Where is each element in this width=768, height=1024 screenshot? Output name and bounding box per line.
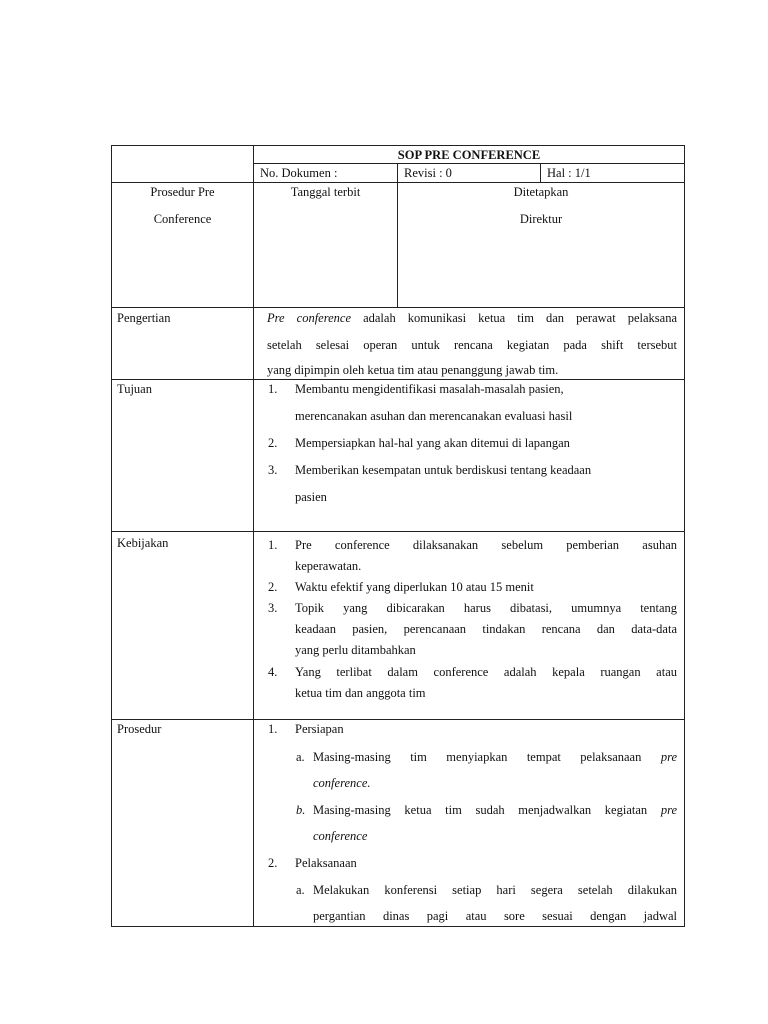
pengertian-bottom-divider: [111, 379, 685, 380]
prosedur-title-line2: Conference: [153, 212, 212, 226]
prosedur-title-line1: Prosedur Pre: [150, 185, 215, 199]
prosedur-1b-line2: conference: [313, 829, 368, 843]
prosedur-1a-line1: [313, 749, 677, 765]
kebijakan-item-1-line1: Pre conference dilaksanakan sebelum pemberian asuhan: [295, 538, 677, 552]
kebijakan-item-4-num: 4.: [268, 665, 278, 679]
tujuan-item-3-line1: Memberikan kesempatan untuk berdiskusi tentang keadaan: [295, 463, 592, 477]
prosedur-1b-line1: [313, 802, 677, 818]
prosedur-2a-line1: Melakukan konferensi setiap hari segera setelah dilakukan: [313, 883, 677, 897]
prosedur-2a-line2: pergantian dinas pagi atau sore sesuai dengan jadwal: [313, 909, 677, 923]
tanggal-terbit: Tanggal terbit: [290, 185, 361, 199]
pengertian-line1: [267, 310, 677, 326]
pengertian-term: Pre conference: [267, 311, 352, 325]
prosedur-label: Prosedur: [117, 722, 162, 736]
prosedur-step-1-title: Persiapan: [295, 722, 344, 736]
tujuan-item-3-line2: pasien: [295, 490, 327, 504]
kebijakan-item-4-line1: Yang terlibat dalam conference adalah kepala ruangan atau: [295, 665, 677, 679]
kebijakan-item-3-num: 3.: [268, 601, 278, 615]
tujuan-item-2-num: 2.: [268, 436, 278, 450]
revisi: Revisi : 0: [404, 166, 452, 180]
kebijakan-item-4-line2: ketua tim dan anggota tim: [295, 686, 426, 700]
kebijakan-item-2-line1: Waktu efektif yang diperlukan 10 atau 15 menit: [295, 580, 534, 594]
prosedur-step-2-title: Pelaksanaan: [295, 856, 357, 870]
table-border-right: [684, 145, 685, 927]
prosedur-1a-italic: pre: [660, 750, 678, 764]
tujuan-item-1-line1: Membantu mengidentifikasi masalah-masalah pasien,: [295, 382, 564, 396]
header-bottom-divider: [111, 307, 685, 308]
kebijakan-item-3-line2: keadaan pasien, perencanaan tindakan rencana dan data-data: [295, 622, 677, 636]
prosedur-1b-text: Masing-masing ketua tim sudah menjadwalkan kegiatan: [313, 803, 648, 817]
kebijakan-bottom-divider: [111, 719, 685, 720]
prosedur-1a-line2: conference.: [313, 776, 371, 790]
tujuan-item-1-line2: merencanakan asuhan dan merencanakan evaluasi hasil: [295, 409, 573, 423]
kebijakan-label: Kebijakan: [117, 536, 169, 550]
prosedur-1a-text: Masing-masing tim menyiapkan tempat pelaksanaan: [313, 750, 642, 764]
kebijakan-item-2-num: 2.: [268, 580, 278, 594]
document-title: SOP PRE CONFERENCE: [397, 148, 541, 162]
prosedur-step-1-num: 1.: [268, 722, 278, 736]
tujuan-item-2-line1: Mempersiapkan hal-hal yang akan ditemui di lapangan: [295, 436, 570, 450]
tujuan-bottom-divider: [111, 531, 685, 532]
prosedur-1b-italic: pre: [660, 803, 678, 817]
pengertian-line1-rest: adalah komunikasi ketua tim dan perawat pelaksana: [363, 311, 678, 325]
kebijakan-item-1-line2: keperawatan.: [295, 559, 362, 573]
table-border-top: [111, 145, 685, 146]
label-column-divider: [253, 145, 254, 927]
kebijakan-item-3-line1: Topik yang dibicarakan harus dibatasi, umumnya tentang: [295, 601, 677, 615]
header-col3-divider: [540, 163, 541, 182]
prosedur-1a-letter: a.: [296, 750, 305, 764]
header-meta-divider: [111, 182, 685, 183]
tujuan-item-3-num: 3.: [268, 463, 278, 477]
kebijakan-item-1-num: 1.: [268, 538, 278, 552]
pengertian-line2: setelah selesai operan untuk rencana kegiatan pada shift tersebut: [267, 338, 677, 352]
table-border-left: [111, 145, 112, 927]
prosedur-1b-letter: b.: [296, 803, 306, 817]
kebijakan-item-3-line3: yang perlu ditambahkan: [295, 643, 416, 657]
tujuan-item-1-num: 1.: [268, 382, 278, 396]
ditetapkan: Ditetapkan: [513, 185, 569, 199]
prosedur-2a-letter: a.: [296, 883, 305, 897]
pengertian-line3: yang dipimpin oleh ketua tim atau penanggung jawab tim.: [267, 363, 559, 377]
table-border-bottom: [111, 926, 685, 927]
halaman: Hal : 1/1: [547, 166, 591, 180]
direktur: Direktur: [519, 212, 563, 226]
header-title-divider: [253, 163, 685, 164]
prosedur-step-2-num: 2.: [268, 856, 278, 870]
no-dokumen: No. Dokumen :: [260, 166, 338, 180]
tujuan-label: Tujuan: [117, 382, 152, 396]
pengertian-label: Pengertian: [117, 311, 171, 325]
